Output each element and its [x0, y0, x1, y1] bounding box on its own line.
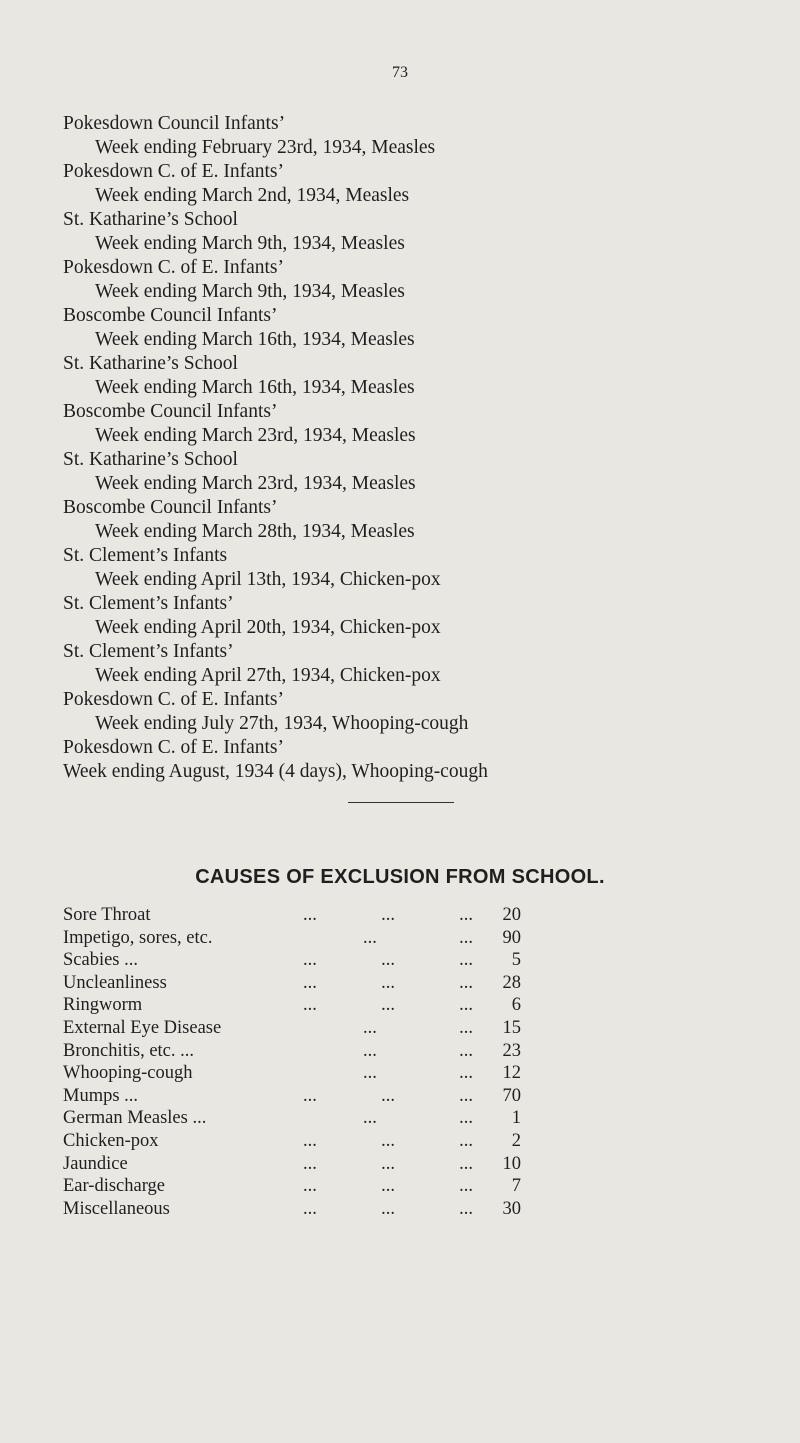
- cause-label: Ringworm: [63, 995, 143, 1016]
- leader-dot-group: ...: [459, 905, 473, 925]
- cause-row: [63, 994, 543, 1017]
- closure-school: St. Clement’s Infants’: [63, 641, 234, 662]
- leader-dot-group: ...: [363, 1108, 377, 1129]
- school-closures-list: [63, 112, 753, 784]
- cause-label: Ear-discharge: [63, 1176, 166, 1197]
- closure-entry: [63, 736, 753, 784]
- cause-count: 70: [502, 1085, 521, 1106]
- cause-label: German Measles ...: [63, 1108, 207, 1129]
- closure-entry: [63, 448, 753, 496]
- cause-row: [63, 1175, 543, 1198]
- leader-dot-group: ...: [303, 1085, 317, 1106]
- cause-row: [63, 1085, 543, 1108]
- leader-dot-group: ...: [459, 1130, 473, 1151]
- closure-school: St. Katharine’s School: [63, 209, 238, 230]
- cause-label: Mumps ...: [63, 1085, 139, 1106]
- leader-dot-group: ...: [303, 995, 317, 1016]
- closure-school: St. Katharine’s School: [63, 353, 238, 374]
- leader-dot-group: ...: [459, 1198, 473, 1219]
- cause-row: [63, 1153, 543, 1176]
- cause-count: 20: [502, 905, 521, 925]
- cause-label: Jaundice: [63, 1153, 128, 1174]
- closure-detail: Week ending March 2nd, 1934, Measles: [95, 185, 410, 206]
- cause-count: 7: [511, 1176, 521, 1197]
- cause-count: 23: [502, 1040, 521, 1061]
- cause-row: [63, 1198, 543, 1221]
- cause-count: 6: [511, 995, 521, 1016]
- closure-entry: [63, 304, 753, 352]
- cause-count: 5: [511, 950, 521, 971]
- cause-count: 90: [502, 927, 521, 948]
- leader-dot-group: ...: [381, 950, 395, 971]
- cause-label: Scabies ...: [63, 950, 139, 971]
- cause-label: Sore Throat: [63, 905, 151, 925]
- leader-dot-group: ...: [459, 927, 473, 948]
- leader-dot-group: ...: [381, 1153, 395, 1174]
- closure-entry: [63, 352, 753, 400]
- closure-school: Pokesdown Council Infants’: [63, 113, 286, 134]
- closure-school: Pokesdown C. of E. Infants’: [63, 737, 284, 758]
- closure-detail: Week ending April 20th, 1934, Chicken-pox: [95, 617, 441, 638]
- leader-dot-group: ...: [381, 1176, 395, 1197]
- closure-entry: [63, 592, 753, 640]
- cause-leader-dots: [283, 904, 473, 927]
- closure-school: Pokesdown C. of E. Infants’: [63, 161, 284, 182]
- leader-dot-group: ...: [459, 1063, 473, 1084]
- leader-dot-group: ...: [459, 1085, 473, 1106]
- cause-leader-dots: [283, 1130, 473, 1153]
- cause-row: [63, 927, 543, 950]
- leader-dot-group: ...: [363, 1017, 377, 1038]
- leader-dot-group: ...: [459, 1176, 473, 1197]
- leader-dot-group: ...: [459, 950, 473, 971]
- leader-dot-group: ...: [381, 1130, 395, 1151]
- cause-row: [63, 1040, 543, 1063]
- cause-count: 10: [502, 1153, 521, 1174]
- closure-detail: Week ending March 23rd, 1934, Measles: [95, 473, 416, 494]
- closure-school: St. Clement’s Infants: [63, 545, 228, 566]
- cause-label: Chicken-pox: [63, 1130, 159, 1151]
- closure-entry: [63, 208, 753, 256]
- leader-dot-group: ...: [303, 905, 317, 925]
- cause-count: 15: [502, 1017, 521, 1038]
- closure-entry: [63, 256, 753, 304]
- cause-row: [63, 1130, 543, 1153]
- section-divider: [348, 802, 454, 803]
- closure-detail: Week ending March 16th, 1934, Measles: [95, 377, 415, 398]
- leader-dot-group: ...: [381, 972, 395, 993]
- cause-row: [63, 1062, 543, 1085]
- closure-school: Boscombe Council Infants’: [63, 401, 278, 422]
- leader-dot-group: ...: [363, 1063, 377, 1084]
- cause-row: [63, 972, 543, 995]
- leader-dot-group: ...: [363, 927, 377, 948]
- cause-leader-dots: [283, 994, 473, 1017]
- closure-entry: [63, 160, 753, 208]
- leader-dot-group: ...: [459, 1153, 473, 1174]
- closure-school: St. Katharine’s School: [63, 449, 238, 470]
- cause-label: Uncleanliness: [63, 972, 167, 993]
- leader-dot-group: ...: [303, 1153, 317, 1174]
- closure-detail: Week ending July 27th, 1934, Whooping-cough: [95, 713, 469, 734]
- cause-leader-dots: [283, 1175, 473, 1198]
- closure-entry: [63, 112, 753, 160]
- closure-school: Pokesdown C. of E. Infants’: [63, 257, 284, 278]
- leader-dot-group: ...: [459, 1017, 473, 1038]
- cause-row: [63, 1017, 543, 1040]
- cause-row: [63, 904, 543, 927]
- leader-dot-group: ...: [459, 1108, 473, 1129]
- cause-label: Impetigo, sores, etc.: [63, 927, 213, 948]
- closure-detail: Week ending March 23rd, 1934, Measles: [95, 425, 416, 446]
- cause-label: Bronchitis, etc. ...: [63, 1040, 195, 1061]
- leader-dot-group: ...: [459, 995, 473, 1016]
- leader-dot-group: ...: [381, 1085, 395, 1106]
- closure-detail: Week ending March 9th, 1934, Measles: [95, 233, 405, 254]
- closure-entry: [63, 688, 753, 736]
- closure-detail: Week ending March 9th, 1934, Measles: [95, 281, 405, 302]
- cause-leader-dots: [283, 1153, 473, 1176]
- closure-school: Boscombe Council Infants’: [63, 497, 278, 518]
- cause-count: 1: [511, 1108, 521, 1129]
- closure-detail: Week ending April 27th, 1934, Chicken-pox: [95, 665, 441, 686]
- cause-label: External Eye Disease: [63, 1017, 222, 1038]
- cause-leader-dots: [283, 1062, 473, 1085]
- leader-dot-group: ...: [381, 1198, 395, 1219]
- leader-dot-group: ...: [303, 972, 317, 993]
- closure-detail: Week ending March 16th, 1934, Measles: [95, 329, 415, 350]
- cause-row: [63, 949, 543, 972]
- cause-leader-dots: [283, 972, 473, 995]
- cause-leader-dots: [283, 1040, 473, 1063]
- leader-dot-group: ...: [459, 972, 473, 993]
- closure-entry: [63, 496, 753, 544]
- cause-leader-dots: [283, 1107, 473, 1130]
- cause-row: [63, 1107, 543, 1130]
- leader-dot-group: ...: [303, 950, 317, 971]
- closure-entry: [63, 400, 753, 448]
- leader-dot-group: ...: [459, 1040, 473, 1061]
- cause-count: 2: [511, 1130, 521, 1151]
- closure-entry: [63, 544, 753, 592]
- page-number: 73: [392, 64, 408, 81]
- closure-detail: Week ending August, 1934 (4 days), Whooping-cough: [63, 761, 488, 782]
- cause-leader-dots: [283, 1017, 473, 1040]
- cause-leader-dots: [283, 1085, 473, 1108]
- cause-label: Miscellaneous: [63, 1198, 170, 1219]
- cause-leader-dots: [283, 927, 473, 950]
- closure-detail: Week ending February 23rd, 1934, Measles: [95, 137, 436, 158]
- cause-count: 28: [502, 972, 521, 993]
- cause-count: 30: [502, 1198, 521, 1219]
- closure-detail: Week ending March 28th, 1934, Measles: [95, 521, 415, 542]
- closure-detail: Week ending April 13th, 1934, Chicken-pox: [95, 569, 441, 590]
- leader-dot-group: ...: [381, 905, 395, 925]
- cause-count: 12: [502, 1063, 521, 1084]
- leader-dot-group: ...: [363, 1040, 377, 1061]
- leader-dot-group: ...: [303, 1198, 317, 1219]
- cause-leader-dots: [283, 1198, 473, 1221]
- closure-school: Boscombe Council Infants’: [63, 305, 278, 326]
- causes-title: CAUSES OF EXCLUSION FROM SCHOOL.: [195, 866, 605, 888]
- causes-table: [63, 904, 543, 1220]
- leader-dot-group: ...: [381, 995, 395, 1016]
- leader-dot-group: ...: [303, 1130, 317, 1151]
- closure-entry: [63, 640, 753, 688]
- leader-dot-group: ...: [303, 1176, 317, 1197]
- cause-label: Whooping-cough: [63, 1063, 193, 1084]
- closure-school: St. Clement’s Infants’: [63, 593, 234, 614]
- cause-leader-dots: [283, 949, 473, 972]
- closure-school: Pokesdown C. of E. Infants’: [63, 689, 284, 710]
